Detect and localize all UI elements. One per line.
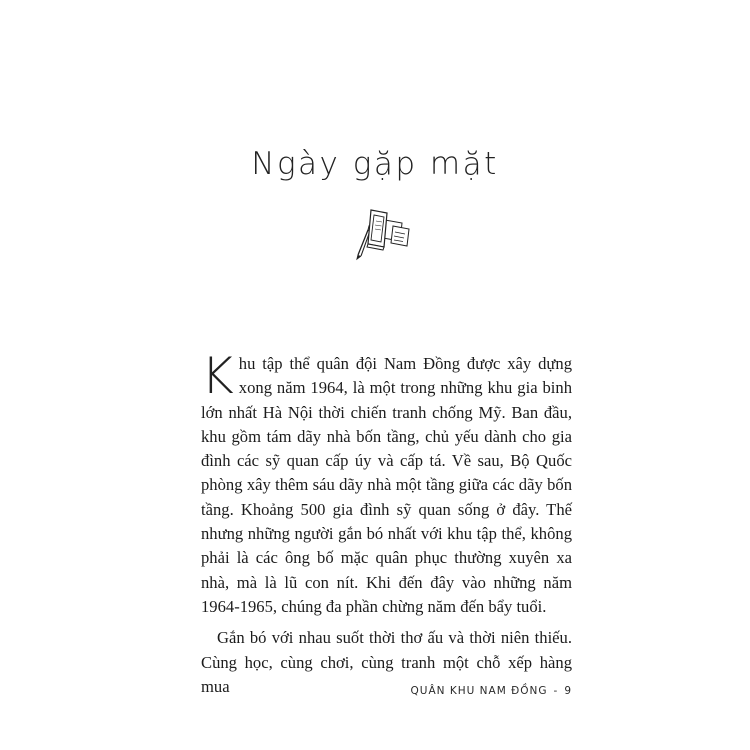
running-footer	[411, 685, 572, 697]
paragraph	[201, 347, 572, 619]
chapter-title: Ngày gặp mặt	[251, 146, 499, 182]
pen-and-notebook-icon	[349, 204, 413, 262]
footer-separator: -	[553, 685, 559, 697]
book-title: QUÂN KHU NAM ĐỒNG	[410, 685, 548, 697]
body-text	[201, 347, 572, 699]
drop-cap: K	[201, 347, 234, 405]
paragraph: Gắn bó với nhau suốt thời thơ ấu và thời niên thiếu. Cùng học, cùng chơi, cùng tranh một chỗ xếp hàng mua	[201, 628, 572, 696]
paragraph-text: hu tập thể quân đội Nam Đồng được xây dựng xong năm 1964, là một trong những khu gia binh lớn nhất Hà Nội thời chiến tranh chống Mỹ. Ban đầu, khu gồm tám dãy nhà bốn tầng, chủ yếu dành cho gia đình các sỹ quan cấp úy và cấp tá. Về sau, Bộ Quốc phòng xây thêm sáu dãy nhà một tầng giữa các dãy bốn tầng. Khoảng 500 gia đình sỹ quan sống ở đây. Thế nhưng những người gắn bó nhất với khu tập thể, không phải là các ông bố mặc quân phục thường xuyên xa nhà, mà là lũ con nít. Khi đến đây vào những năm 1964-1965, chúng đa phần chừng năm đến bẩy tuổi.	[201, 354, 572, 616]
page-number: 9	[564, 685, 572, 697]
